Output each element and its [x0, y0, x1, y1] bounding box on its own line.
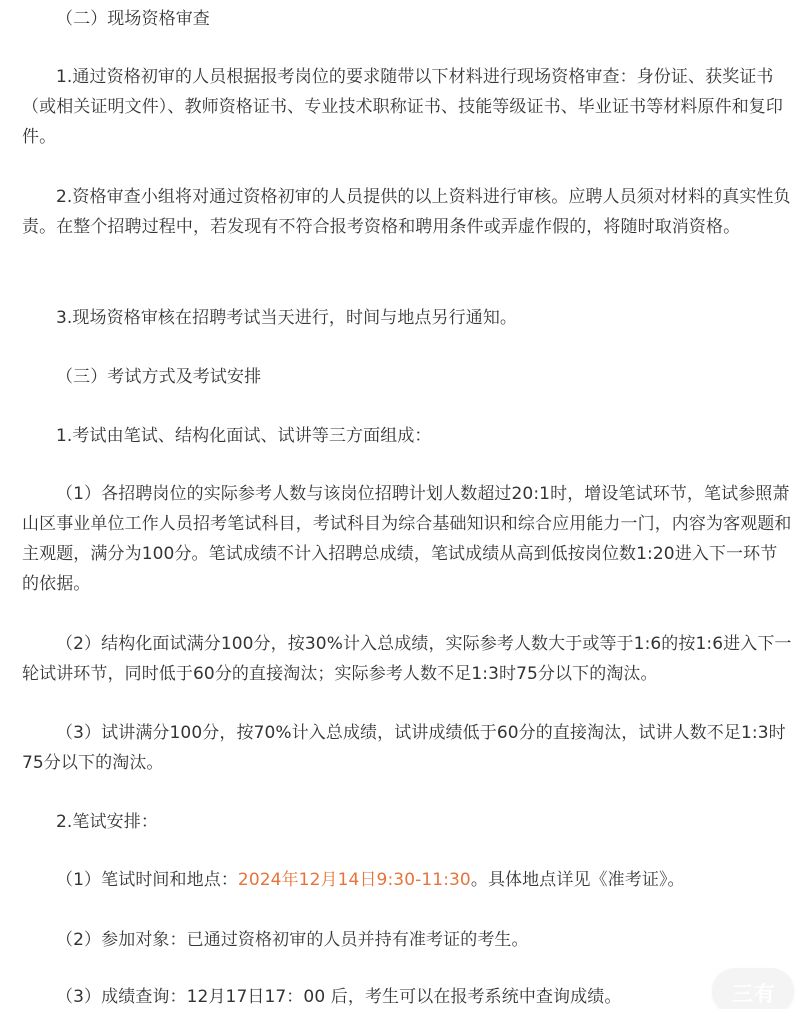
- section-heading-2: （二）现场资格审查: [56, 9, 210, 29]
- paragraph-written-arrangement: 2.笔试安排：: [56, 812, 158, 832]
- paragraph-exam-components: 1.考试由笔试、结构化面试、试讲等三方面组成：: [56, 426, 432, 446]
- paragraph-trial-lecture: （3）试讲满分100分，按70%计入总成绩，试讲成绩低于60分的直接淘汰，试讲人数不足1:3时75分以下的淘汰。: [22, 723, 786, 773]
- exam-time-suffix: 。具体地点详见《准考证》。: [470, 870, 685, 890]
- paragraph-participants: （2）参加对象：已通过资格初审的人员并持有准考证的考生。: [56, 930, 529, 950]
- paragraph-written-test: （1）各招聘岗位的实际参考人数与该岗位招聘计划人数超过20:1时，增设笔试环节，笔试参照萧山区事业单位工作人员招考笔试科目，考试科目为综合基础知识和综合应用能力一门，内容为客观题和主观题，满分为100分。笔试成绩不计入招聘总成绩，笔试成绩从高到低按岗位数1:20进入下一环节的依据。: [22, 484, 792, 594]
- floating-menu-button[interactable]: [712, 968, 794, 1009]
- paragraph-material-list: 1.通过资格初审的人员根据报考岗位的要求随带以下材料进行现场资格审查：身份证、获奖证书（或相关证明文件）、教师资格证书、专业技术职称证书、技能等级证书、毕业证书等材料原件和复印件。: [22, 67, 783, 147]
- exam-time-prefix: （1）笔试时间和地点：: [56, 870, 238, 890]
- paragraph-exam-time: [22, 865, 794, 895]
- menu-icon: 三有: [732, 982, 776, 1006]
- exam-datetime-highlight: 2024年12月14日9:30-11:30: [237, 870, 471, 890]
- paragraph-structured-interview: （2）结构化面试满分100分，按30%计入总成绩，实际参考人数大于或等于1:6的按1:6进入下一轮试讲环节，同时低于60分的直接淘汰；实际参考人数不足1:3时75分以下的淘汰。: [22, 634, 792, 684]
- paragraph-score-query: （3）成绩查询：12月17日17：00 后，考生可以在报考系统中查询成绩。: [56, 987, 622, 1007]
- paragraph-review-time: 3.现场资格审核在招聘考试当天进行，时间与地点另行通知。: [56, 308, 518, 328]
- paragraph-review-team: 2.资格审查小组将对通过资格初审的人员提供的以上资料进行审核。应聘人员须对材料的真实性负责。在整个招聘过程中，若发现有不符合报考资格和聘用条件或弄虚作假的，将随时取消资格。: [22, 187, 791, 237]
- section-heading-3: （三）考试方式及考试安排: [56, 367, 262, 387]
